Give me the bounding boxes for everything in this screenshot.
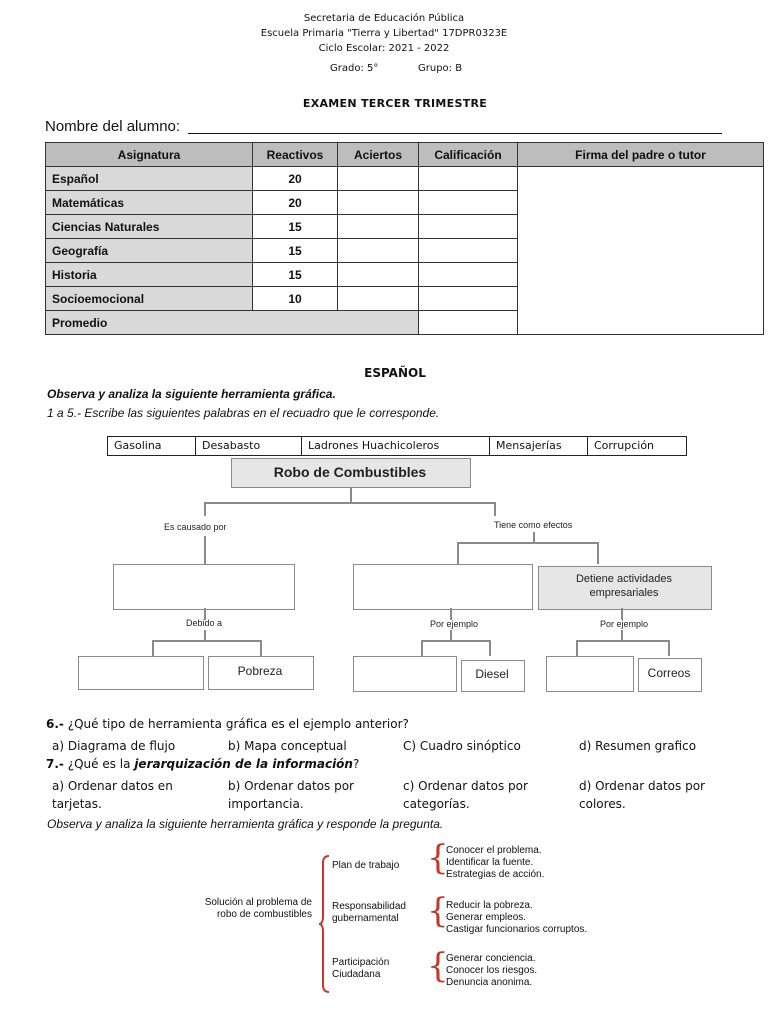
- subject-cell: Historia: [46, 263, 253, 287]
- q7-option-d-l2: colores.: [579, 797, 626, 811]
- signature-cell[interactable]: [518, 167, 764, 335]
- q7-option-a-l2: tarjetas.: [52, 797, 102, 811]
- branch-1-l1: Plan de trabajo: [332, 860, 400, 871]
- main-brace-icon: [318, 854, 332, 994]
- connector: [204, 630, 206, 640]
- q6-option-c[interactable]: C) Cuadro sinóptico: [403, 739, 521, 753]
- calificacion-cell[interactable]: [419, 239, 518, 263]
- q7-text-post: ?: [352, 757, 360, 771]
- subject-cell: Matemáticas: [46, 191, 253, 215]
- connector: [533, 532, 535, 542]
- por-ejemplo-2: Por ejemplo: [600, 619, 649, 629]
- branch-2-items: [446, 900, 587, 936]
- aciertos-cell[interactable]: [338, 167, 419, 191]
- q6-text: ¿Qué tipo de herramienta gráfica es el ejemplo anterior?: [67, 717, 409, 731]
- q7-option-a[interactable]: [52, 777, 173, 813]
- tree-branch-3: [332, 957, 389, 981]
- exam-title: EXAMEN TERCER TRIMESTRE: [302, 97, 488, 110]
- q6-option-a[interactable]: a) Diagrama de flujo: [52, 739, 176, 753]
- q7-option-c[interactable]: [403, 777, 528, 813]
- subject-cell: Español: [46, 167, 253, 191]
- effect-box-label: Detiene actividades empresariales: [575, 573, 672, 599]
- q7-option-d-l1: d) Ordenar datos por: [579, 779, 705, 793]
- calificacion-cell[interactable]: [419, 263, 518, 287]
- items-cell: 10: [253, 287, 338, 311]
- grades-table: [45, 142, 764, 335]
- debido-label: Debido a: [186, 618, 223, 628]
- branch-3-item: Generar conciencia.: [446, 953, 536, 964]
- connector: [576, 640, 668, 642]
- branch-3-item: Conocer los riesgos.: [446, 965, 538, 976]
- brace-icon: {: [427, 838, 449, 878]
- tree-root-l1: Solución al problema de: [204, 897, 312, 908]
- branch-label-right: Tiene como efectos: [494, 520, 573, 530]
- tree-root-l2: robo de combustibles: [216, 909, 312, 920]
- branch-2-item: Generar empleos.: [446, 912, 527, 923]
- header-line-3: Ciclo Escolar: 2021 - 2022: [318, 43, 450, 54]
- diesel-label: Diesel: [475, 667, 509, 681]
- word-item: Corrupción: [594, 439, 655, 452]
- aciertos-cell[interactable]: [338, 239, 419, 263]
- instruction-2: 1 a 5.- Escribe las siguientes palabras en el recuadro que le corresponde.: [47, 406, 440, 420]
- q6-option-d[interactable]: d) Resumen grafico: [579, 739, 697, 753]
- items-cell: 20: [253, 191, 338, 215]
- q7-option-d[interactable]: [579, 777, 705, 813]
- connector: [421, 640, 423, 656]
- q7-option-a-l1: a) Ordenar datos en: [52, 779, 173, 793]
- q6-option-b[interactable]: b) Mapa conceptual: [228, 739, 347, 753]
- q6-number: 6.-: [46, 717, 64, 731]
- brace-icon: {: [427, 946, 449, 986]
- connector: [350, 488, 352, 502]
- answer-box-cause[interactable]: [113, 564, 295, 610]
- table-row: [46, 167, 764, 191]
- calificacion-cell[interactable]: [419, 215, 518, 239]
- connector: [450, 630, 452, 640]
- q7-text-pre: ¿Qué es la: [67, 757, 131, 771]
- q7-number: 7.-: [46, 757, 64, 771]
- branch-3-item: Denuncia anonima.: [446, 977, 533, 988]
- calificacion-cell[interactable]: [419, 287, 518, 311]
- answer-box-example1[interactable]: [353, 656, 457, 692]
- diagram-title: Robo de Combustibles: [273, 464, 427, 480]
- aciertos-cell[interactable]: [338, 215, 419, 239]
- question-7: [46, 757, 359, 771]
- connector: [421, 640, 489, 642]
- pobreza-label: Pobreza: [237, 664, 283, 678]
- col-calificacion: Calificación: [419, 143, 518, 167]
- instruction-3: Observa y analiza la siguiente herramienta gráfica y responde la pregunta.: [47, 817, 444, 831]
- items-cell: 15: [253, 263, 338, 287]
- average-cell[interactable]: [419, 311, 518, 335]
- branch-3-l2: Ciudadana: [332, 969, 381, 980]
- branch-2-item: Reducir la pobreza.: [446, 900, 533, 911]
- branch-2-item: Castigar funcionarios corruptos.: [446, 924, 588, 935]
- branch-1-items: [446, 845, 544, 881]
- connector: [204, 502, 494, 504]
- connector: [152, 640, 260, 642]
- q7-text-em: jerarquización de la información: [134, 757, 353, 771]
- connector: [494, 502, 496, 516]
- student-name-field[interactable]: [188, 133, 722, 134]
- q7-option-c-l1: c) Ordenar datos por: [403, 779, 528, 793]
- subject-cell: Ciencias Naturales: [46, 215, 253, 239]
- q7-option-b-l2: importancia.: [228, 797, 304, 811]
- header-line-2: Escuela Primaria "Tierra y Libertad" 17DPR0323E: [260, 28, 508, 39]
- branch-3-l1: Participación: [332, 957, 390, 968]
- instruction-1: Observa y analiza la siguiente herramienta gráfica.: [47, 387, 336, 401]
- average-label: Promedio: [46, 311, 419, 335]
- branch-2-l2: gubernamental: [332, 913, 399, 924]
- question-6: [46, 717, 409, 731]
- q7-option-c-l2: categorías.: [403, 797, 470, 811]
- q7-option-b-l1: b) Ordenar datos por: [228, 779, 354, 793]
- connector: [621, 630, 623, 640]
- tree-branch-1: [332, 860, 399, 872]
- concept-map: [76, 458, 712, 696]
- calificacion-cell[interactable]: [419, 167, 518, 191]
- connector: [204, 536, 206, 564]
- grado: Grado: 5°: [330, 63, 379, 74]
- por-ejemplo-1: Por ejemplo: [430, 619, 479, 629]
- q7-option-b[interactable]: [228, 777, 354, 813]
- connector: [576, 640, 578, 656]
- word-item: Desabasto: [196, 437, 302, 455]
- tree-root: [170, 897, 312, 921]
- word-item: Gasolina: [108, 437, 196, 455]
- items-cell: 15: [253, 239, 338, 263]
- word-item: Mensajerías: [490, 437, 588, 455]
- tree-branch-2: [332, 901, 406, 925]
- branch-1-item: Estrategias de acción.: [446, 869, 545, 880]
- col-firma: Firma del padre o tutor: [518, 143, 764, 167]
- subject-cell: Socioemocional: [46, 287, 253, 311]
- col-aciertos: Aciertos: [338, 143, 419, 167]
- calificacion-cell[interactable]: [419, 191, 518, 215]
- connector: [457, 542, 459, 564]
- answer-box-effect[interactable]: [353, 564, 533, 610]
- subject-cell: Geografía: [46, 239, 253, 263]
- col-asignatura: Asignatura: [46, 143, 253, 167]
- aciertos-cell[interactable]: [338, 287, 419, 311]
- word-item: Ladrones Huachicoleros: [302, 437, 490, 455]
- items-cell: 20: [253, 167, 338, 191]
- connector: [260, 640, 262, 656]
- answer-box-example2[interactable]: [546, 656, 634, 692]
- section-title: ESPAÑOL: [364, 366, 426, 380]
- brace-icon: {: [427, 891, 449, 931]
- branch-2-l1: Responsabilidad: [332, 901, 406, 912]
- grupo: Grupo: B: [418, 63, 463, 74]
- connector: [668, 640, 670, 656]
- connector: [489, 640, 491, 656]
- items-cell: 15: [253, 215, 338, 239]
- table-header-row: [46, 143, 764, 167]
- correos-label: Correos: [647, 666, 691, 680]
- word-bank: [107, 436, 687, 456]
- branch-1-item: Conocer el problema.: [446, 845, 542, 856]
- answer-box-debido[interactable]: [78, 656, 204, 690]
- header-line-1: Secretaria de Educación Pública: [303, 13, 465, 24]
- branch-3-items: [446, 953, 537, 989]
- aciertos-cell[interactable]: [338, 263, 419, 287]
- branch-label-left: Es causado por: [164, 522, 227, 532]
- connector: [457, 542, 597, 544]
- connector: [204, 502, 206, 516]
- connector: [597, 542, 599, 564]
- branch-1-item: Identificar la fuente.: [446, 857, 534, 868]
- connector: [152, 640, 154, 656]
- col-reactivos: Reactivos: [253, 143, 338, 167]
- aciertos-cell[interactable]: [338, 191, 419, 215]
- student-name-label: Nombre del alumno:: [45, 118, 181, 135]
